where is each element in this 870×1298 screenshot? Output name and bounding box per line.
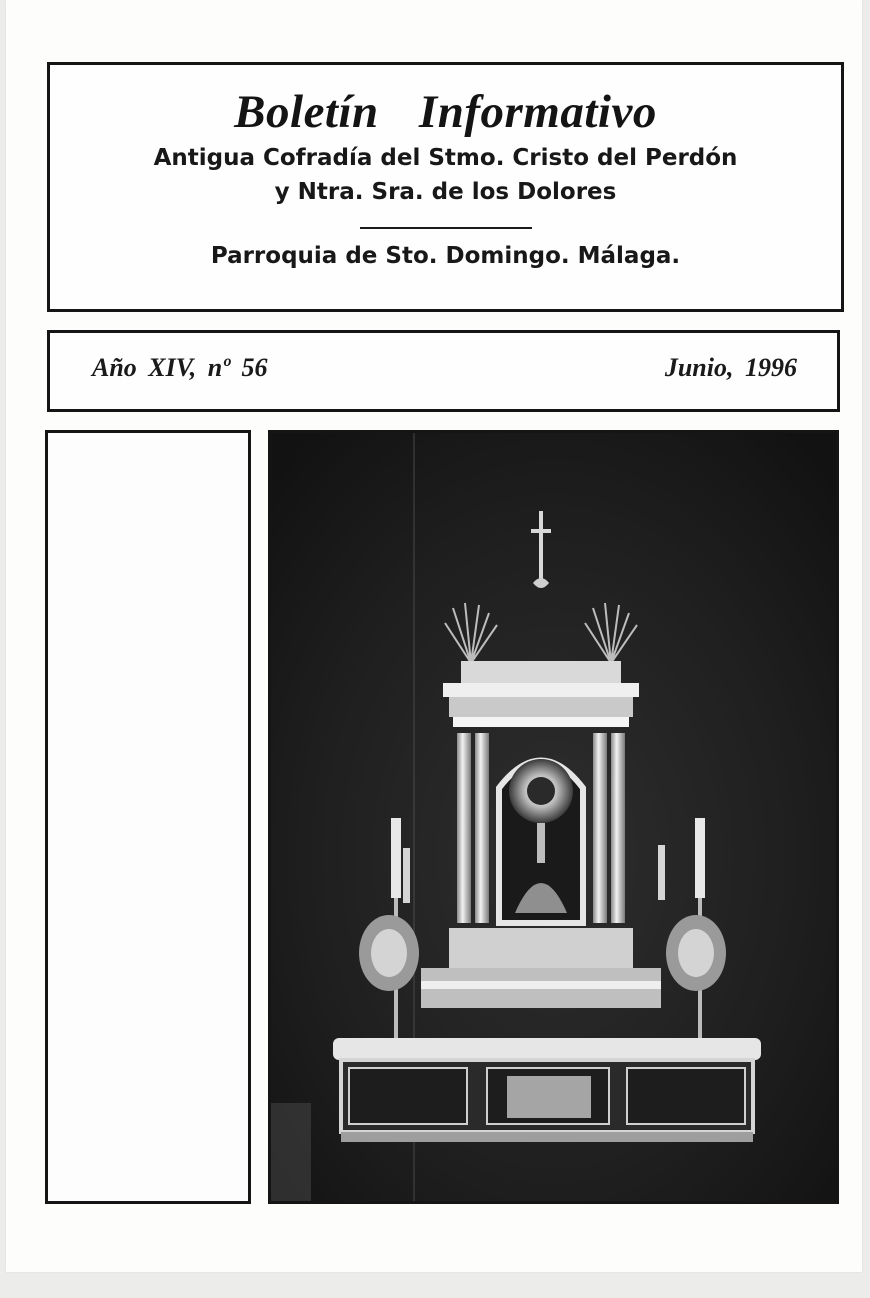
brotherhood-name-line-2: y Ntra. Sra. de los Dolores — [274, 179, 617, 205]
issue-number: Año XIV, nº 56 — [92, 353, 268, 382]
bulletin-title: Boletín Informativo — [234, 86, 657, 138]
divider-rule — [360, 227, 532, 229]
masthead-box — [47, 62, 844, 312]
empty-side-panel — [45, 430, 251, 1204]
page-sheet — [6, 0, 862, 1272]
parish-name: Parroquia de Sto. Domingo. Málaga. — [210, 243, 681, 269]
issue-info-box — [47, 330, 840, 412]
altar-throne-photo — [271, 433, 836, 1201]
issue-date: Junio, 1996 — [664, 353, 797, 382]
brotherhood-name-line-1: Antigua Cofradía del Stmo. Cristo del Perdón — [153, 145, 738, 171]
cover-photo — [268, 430, 839, 1204]
